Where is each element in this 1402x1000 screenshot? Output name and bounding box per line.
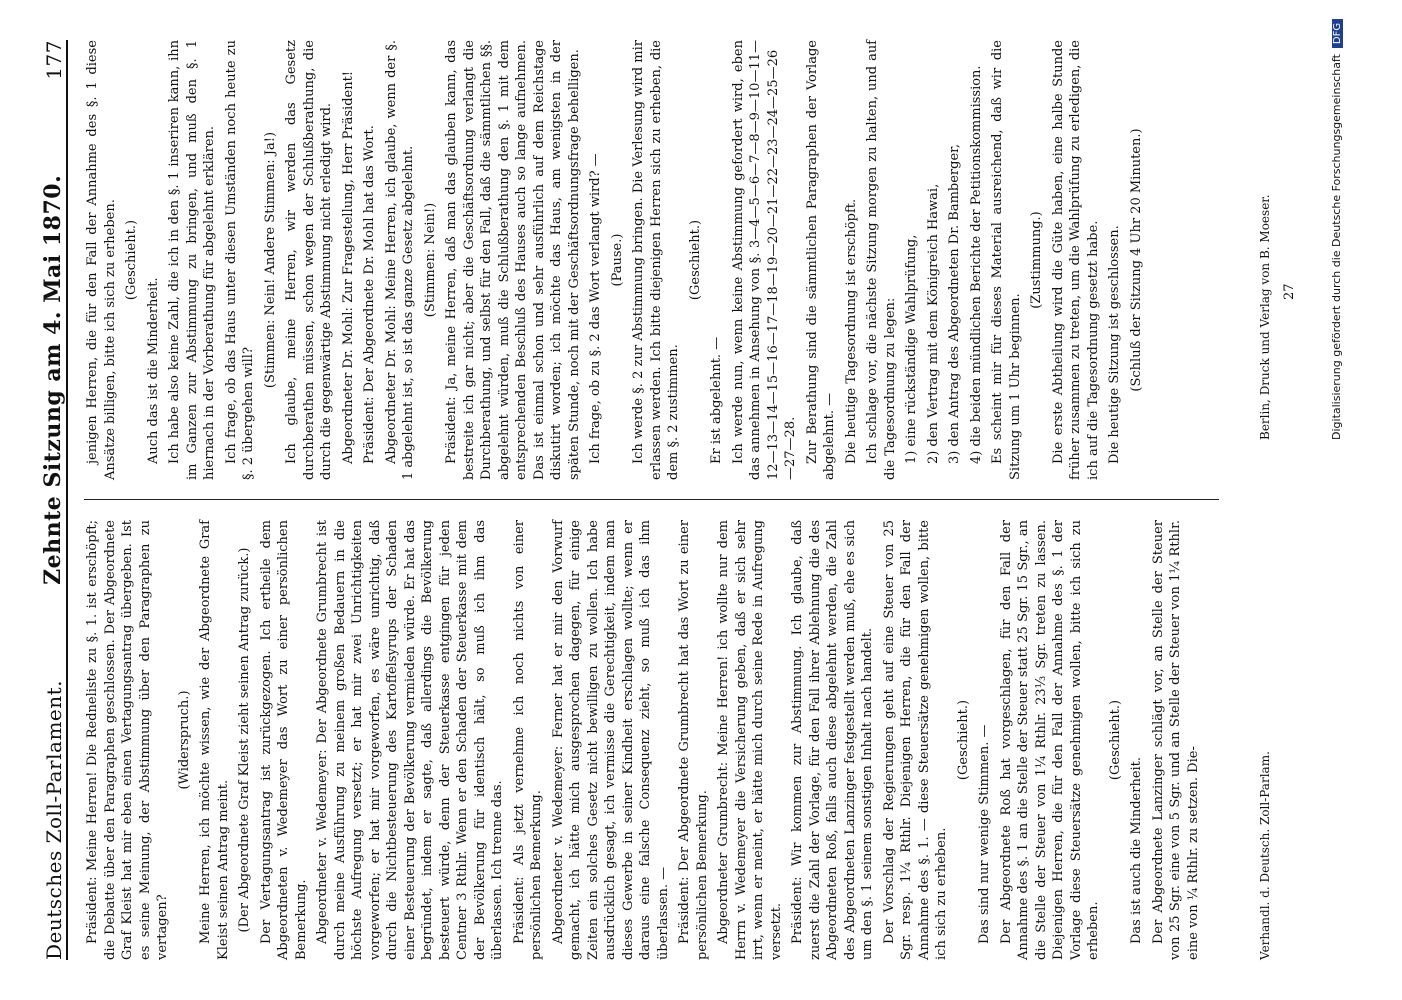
paragraph: (Zustimmung.)	[1029, 211, 1044, 309]
paragraph: Ich frage, ob das Haus unter diesen Umständen noch heute zu §. 2 übergehen will?	[223, 40, 256, 480]
paragraph: Der Abgeordnete Lanzinger schlägt vor, an Stelle der Steuer von 25 Sgr. eine von 5 Sgr. und an Stelle der Steuer von 1¼ Rthlr. eine von ¼ Rthlr. zu setzen. Die-	[1150, 520, 1201, 960]
footer-page-number: 27	[1282, 283, 1297, 300]
dfg-note-text: Digitalisierung gefördert durch die Deutsche Forschungsgemeinschaft	[1330, 54, 1343, 440]
paragraph: Ich glaube, meine Herren, wir werden das Gesetz durchberathen müssen, schon wegen der Schlußberathung, die durch die gegenwärtige Abstimmung nicht erledigt wird.	[284, 40, 334, 480]
paragraph: Präsident: Der Abgeordnete Dr. Mohl hat das Wort.	[362, 125, 377, 464]
paragraph: Präsident: Als jetzt vernehme ich noch nichts von einer persönlichen Bemerkung.	[511, 520, 544, 960]
paragraph: Ich werde nun, wenn keine Abstimmung gefordert wird, eben das annehmen in Ansehung von §. 3—4—5—6—7—8—9—10—11—12—13—14—15—16—17—18—19—20—21—22—23—24—25—26—27—28.	[730, 40, 798, 480]
paragraph: (Stimmen: Nein!)	[422, 202, 438, 318]
paragraph: Abgeordneter Grumbrecht: Meine Herren! ich wollte nur dem Herrn v. Wedemeyer die Versicherung geben, daß er sich sehr irrt, wenn er meint, er hätte mich durch seine Rede in Aufregung versetzt.	[716, 520, 784, 960]
page-number-top: 177	[42, 40, 66, 80]
paragraph: (Der Abgeordnete Graf Kleist zieht seinen Antrag zurück.)	[237, 547, 252, 933]
paragraph: Abgeordneter v. Wedemeyer: Ferner hat er mir den Vorwurf gemacht, ich hätte mich ausgesprochen dagegen, für einige Zeiten ein solches Gesetz nicht bewilligen zu wollen. Ich habe ausdrücklich gesagt, ich vermisse die Gerechtigkeit, indem man dieses Gewerbe in seiner Kindheit erschlagen wollte; wenn er daraus eine falsche Consequenz zieht, so muß ich das ihm überlassen. —	[550, 520, 671, 960]
paragraph: Auch das ist die Minderheit.	[145, 277, 161, 464]
page-header	[26, 40, 68, 960]
header-title: Zehnte Sitzung am 4. Mai 1870.	[40, 174, 66, 585]
paragraph: Das sind nur wenige Stimmen. —	[977, 724, 992, 944]
paragraph: Meine Herren, ich möchte wissen, wie der Abgeordnete Graf Kleist seinen Antrag meint.	[198, 520, 231, 960]
paragraph: Der Abgeordnete Roß hat vorgeschlagen, für den Fall der Annahme des §. 1 an die Stelle der Steuer statt 25 Sgr. 15 Sgr., an die Stelle der Steuer von 1¼ Rthlr. 23⅓ Sgr. treten zu lassen. Diejenigen Herren, die für den Fall der Annahme des §. 1 der Vorlage diese Steuersätze genehmigen wollen, bitte ich sich zu erheben.	[998, 520, 1101, 960]
paragraph: (Geschieht.)	[955, 699, 971, 781]
paragraph: (Widerspruch.)	[176, 690, 192, 790]
paragraph: 1) eine rückständige Wahlprüfung,	[904, 234, 919, 464]
paragraph: Die heutige Tagesordnung ist erschöpft.	[843, 198, 859, 464]
paragraph: (Stimmen: Nein! Andere Stimmen: Ja!)	[262, 131, 278, 389]
footer-left: Verhandl. d. Deutsch. Zoll-Parlam.	[1258, 751, 1272, 960]
paragraph: Das ist auch die Minderheit.	[1129, 756, 1144, 944]
paragraph: 3) den Antrag des Abgeordneten Dr. Bamberger,	[947, 143, 962, 464]
paragraph: (Geschieht.)	[687, 219, 703, 301]
paragraph: jenigen Herren, die für den Fall der Annahme des §. 1 diese Ansätze billigen, bitte ich sich zu erheben.	[85, 40, 118, 480]
paragraph: Ich frage, ob zu §. 2 das Wort verlangt wird? —	[588, 153, 603, 464]
column-divider	[84, 499, 1219, 500]
paragraph: Präsident: Ja, meine Herren, daß man das glauben kann, das bestreite ich gar nicht; aber die Geschäftsordnung verlangt die Durchberathung, und selbst für den Fall, daß die sämmtlichen §§. abgelehnt würden, muß die Schlußberathung den §. 1 mit dem entsprechenden Beschluß des Hauses auch so lange aufnehmen. Das ist einmal schon und sehr ausführlich auf dem Reichstage diskutirt worden; ich möchte das Haus, am wenigsten in der späten Stunde, noch mit der Geschäftsordnungsfrage behelligen.	[444, 40, 582, 480]
dfg-note	[1330, 19, 1343, 440]
paragraph: Präsident: Meine Herren! Die Redneliste zu §. 1. ist erschöpft; die Debatte über den Paragraphen geschlossen. Der Abgeordnete Graf Kleist hat mir eben einen Vertagungsantrag übergeben. Ist es seine Meinung, der Abstimmung über den Paragraphen zu vertagen?	[85, 520, 170, 960]
paragraph: 4) die beiden mündlichen Berichte der Petitionskommission.	[968, 65, 984, 464]
left-column	[84, 520, 1206, 960]
footer-right: Berlin, Druck und Verlag von B. Moeser.	[1258, 194, 1272, 440]
paragraph: Der Vorschlag der Regierungen geht auf eine Steuer von 25 Sgr. resp. 1¼ Rthlr. Diejenigen Herren, die für den Fall der Annahme des §. 1. — diese Steuersätze genehmigen wollen, bitte ich sich zu erheben.	[881, 520, 949, 960]
dfg-badge: DFG	[1332, 19, 1343, 48]
paragraph: Die erste Abtheilung wird die Güte haben, eine halbe Stunde früher zusammen zu treten, um die Wahlprüfung zu erledigen, die ich auf die Tagesordnung gesetzt habe.	[1050, 40, 1101, 480]
paragraph: Abgeordneter Dr. Mohl: Zur Fragestellung, Herr Präsident!	[340, 70, 356, 464]
paragraph: 2) den Vertrag mit dem Königreich Hawai,	[925, 183, 941, 464]
paragraph: Ich habe also keine Zahl, die ich in den §. 1 inseriren kann, ihn im Ganzen zur Abstimmung zu bringen, und muß den §. 1 hiernach in der Vorberathung für abgelehnt erklären.	[167, 40, 217, 480]
paragraph: (Geschieht.)	[124, 219, 139, 301]
paragraph: Ich werde §. 2 zur Abstimmung bringen. Die Verlesung wird mir erlassen werden. Ich bitte diejenigen Herren sich zu erheben, die dem §. 2 zustimmen.	[631, 40, 681, 480]
paragraph: Es scheint mir für dieses Material ausreichend, daß wir die Sitzung um 1 Uhr beginnen.	[990, 40, 1023, 480]
paragraph: (Geschieht.)	[1107, 699, 1123, 781]
paragraph: Die heutige Sitzung ist geschlossen.	[1107, 225, 1122, 464]
paragraph: (Pause.)	[609, 233, 625, 287]
paragraph: Abgeordneter v. Wedemeyer: Der Abgeordnete Grumbrecht ist durch meine Ausführung zu meinem großen Bedauern in die höchste Aufregung versetzt; er hat mir zwei Unrichtigkeiten vorgeworfen; er hat mir vorgeworfen, es wäre unrichtig, daß durch die Nichtbesteuerung des Kartoffelsyrups der Schaden einer Besteuerung der Bevölkerung vermieden würde. Er hat das begründet, indem er sagte, daß allerdings die Bevölkerung besteuert würde, denn der Steuerkasse entgingen für jeden Centner 3 Rthlr. Wenn er den Schaden der Steuerkasse mit dem der Bevölkerung für identisch hält, so muß ich ihm das überlassen. Ich trenne das.	[315, 520, 505, 960]
paragraph: Präsident: Der Abgeordnete Grumbrecht hat das Wort zu einer persönlichen Bemerkung.	[677, 520, 710, 960]
paragraph: Zur Berathung sind die sämmtlichen Paragraphen der Vorlage abgelehnt. —	[804, 40, 837, 480]
paragraph: Der Vertagungsantrag ist zurückgezogen. Ich ertheile dem Abgeordneten v. Wedemeyer das Wort zu einer persönlichen Bemerkung.	[258, 520, 309, 960]
right-column	[84, 40, 1149, 480]
paragraph: Ich schlage vor, die nächste Sitzung morgen zu halten, und auf die Tagesordnung zu legen:	[865, 40, 898, 480]
paragraph: Er ist abgelehnt. —	[709, 336, 724, 464]
paragraph: Präsident: Wir kommen zur Abstimmung. Ich glaube, daß zuerst die Zahl der Vorlage, für den Fall ihrer Ablehnung die des Abgeordneten Roß, falls auch diese abgelehnt werden, die Zahl des Abgeordneten Lanzinger festgestellt werden muß, ehe es sich um den §. 1 seinem sonstigen Inhalt nach handelt.	[790, 520, 875, 960]
header-left: Deutsches Zoll-Parlament.	[42, 679, 66, 960]
paragraph: Abgeordneter Dr. Mohl: Meine Herren, ich glaube, wenn der §. 1 abgelehnt ist, so ist das ganze Gesetz abgelehnt.	[383, 40, 416, 480]
paragraph: (Schluß der Sitzung 4 Uhr 20 Minuten.)	[1128, 128, 1144, 392]
